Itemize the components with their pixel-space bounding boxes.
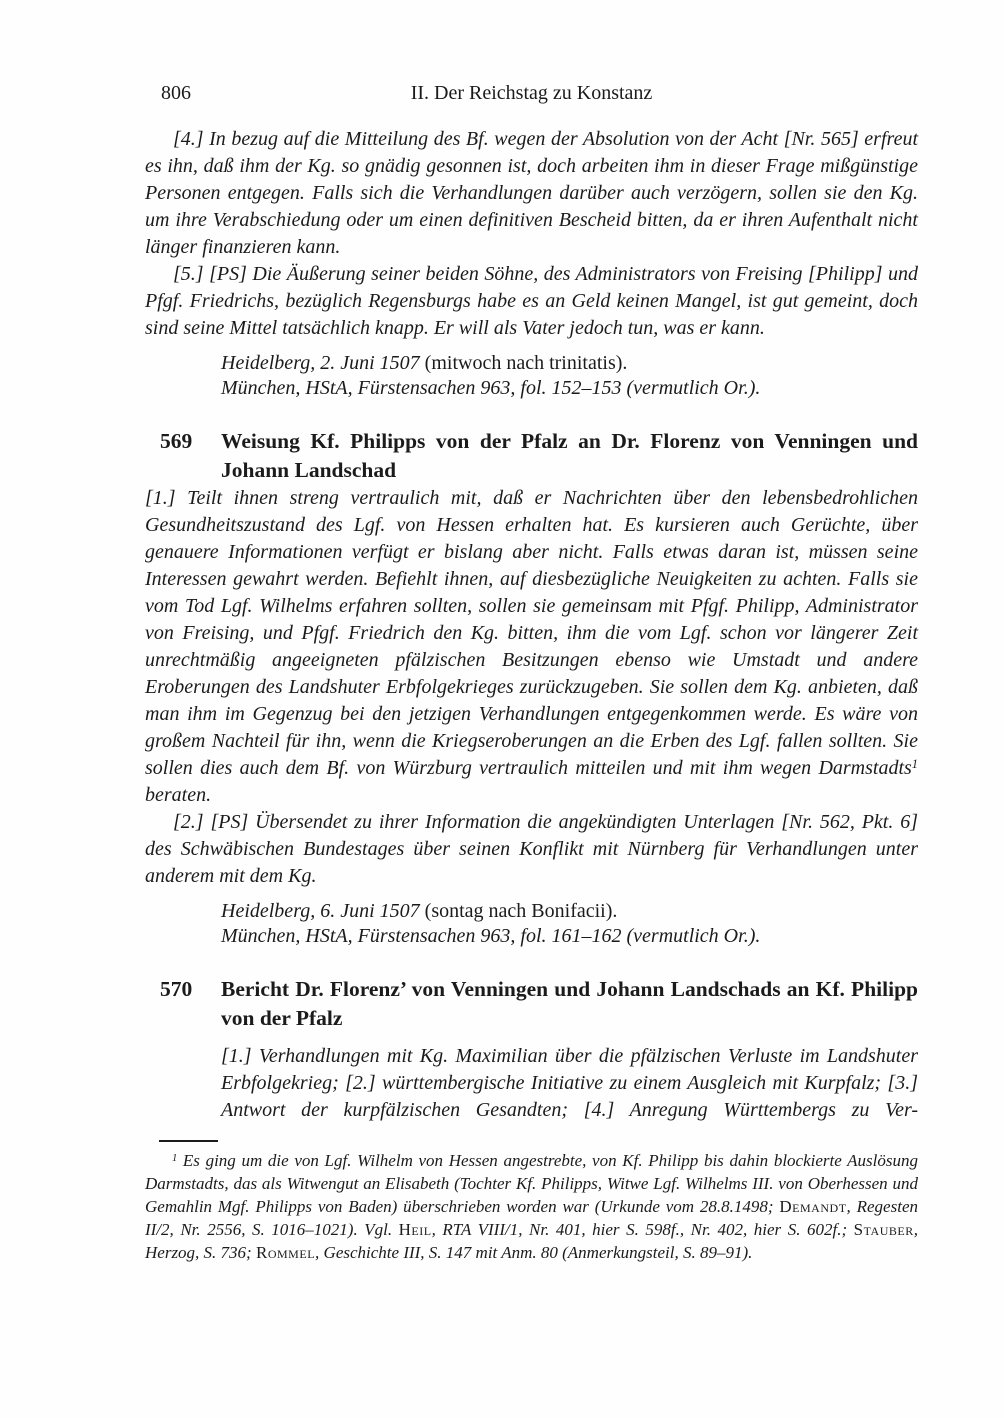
entry-570-heading: [145, 975, 918, 1033]
entry-570-abstract: [1.] Verhandlungen mit Kg. Maximilian über die pfälzischen Verluste im Landshuter Erbfolgekrieg; [2.] württembergische Initiative zu einem Ausgleich mit Kurpfalz; [3.] Antwort der kurpfälzischen Gesandten; [4.] Anregung Württembergs zu Ver-: [221, 1045, 918, 1121]
entry-570-number: 570: [160, 977, 193, 1001]
source-block-entry-569: [221, 899, 918, 949]
dateline: [221, 351, 918, 376]
source-block-continued-entry: [221, 351, 918, 401]
entry-569-number: 569: [160, 429, 193, 453]
paragraph-4-summary: [4.] In bezug auf die Mitteilung des Bf. wegen der Absolution von der Acht [Nr. 565] erfreut es ihn, daß ihm der Kg. so gnädig gesonnen ist, doch arbeiten ihm in dieser Frage mißgünstige Personen entgegen. Falls sich die Verhandlungen darüber auch verzögern, sollen sie den Kg. um ihre Verabschiedung oder um einen definitiven Bescheid bitten, da er ihren Aufenthalt nicht länger finanzieren kann.: [145, 128, 918, 258]
author-name-stauber: Stauber: [853, 1220, 914, 1239]
dateline-calendar-note: (sontag nach Bonifacii).: [419, 900, 618, 922]
dateline: [221, 899, 918, 924]
footnote-text: , Geschichte III, S. 147 mit Anm. 80 (Anmerkungsteil, S. 89–91).: [315, 1243, 753, 1262]
dateline-place-date: Heidelberg, 2. Juni 1507: [221, 352, 420, 374]
footnote-text: , RTA VIII/1, Nr. 401, hier S. 598f., Nr. 402, hier S. 602f.;: [431, 1220, 854, 1239]
paragraph-text: [1.] Teilt ihnen streng vertraulich mit, daß er Nachrichten über den lebensbedrohlichen Gesundheitszustand des Lgf. von Hessen erhalten hat. Es kursieren auch Gerüchte, über genauere Informationen verfügt er bislang aber nicht. Falls etwas daran ist, müssen seine Interessen gewahrt werden. Befiehlt ihnen, auf diesbezügliche Neuigkeiten zu achten. Falls sie vom Tod Lgf. Wilhelms erfahren sollten, sollen sie gemeinsam mit Pfgf. Philipp, Administrator von Freising, und Pfgf. Friedrich den Kg. bitten, ihm die vom Lgf. schon vor längerer Zeit unrechtmäßig angeeigneten pfälzischen Besitzungen ebenso wie Umstadt und andere Eroberungen des Landshuter Erbfolgekrieges zurückzugeben. Sie sollen dem Kg. anbieten, daß man ihm im Gegenzug bei den jetzigen Verhandlungen entgegenkommen werde. Es wäre von großem Nachteil für ihn, wenn die Kriegseroberungen an die Erben des Lgf. fallen sollten. Sie sollen dies auch dem Bf. von Würzburg vertraulich mitteilen und mit ihm wegen Darmstadts: [145, 487, 918, 779]
footnote-1-marker: 1: [172, 1153, 178, 1165]
entry-569-paragraph-1: [145, 485, 918, 809]
page-number: 806: [161, 82, 191, 104]
footnote-text: , Herzog, S. 736;: [145, 1220, 918, 1262]
running-title: II. Der Reichstag zu Konstanz: [410, 82, 653, 104]
footnote-text: , Regesten II/2, Nr. 2556, S. 1016–1021). Vgl.: [145, 1197, 918, 1239]
author-name-heil: Heil: [398, 1220, 432, 1239]
archive-source: München, HStA, Fürstensachen 963, fol. 152–153 (vermutlich Or.).: [221, 377, 761, 399]
paragraph-5-summary: [5.] [PS] Die Äußerung seiner beiden Söhne, des Administrators von Freising [Philipp] und Pfgf. Friedrichs, bezüglich Regensburgs habe es an Geld keinen Mangel, ist gut gemeint, doch sind seine Mittel tatsächlich knapp. Er will als Vater jedoch tun, was er kann.: [145, 263, 918, 339]
footnote-reference-1: 1: [911, 757, 918, 772]
author-name-rommel: Rommel: [255, 1243, 316, 1262]
entry-569-heading: [145, 427, 918, 485]
entry-570-title: Bericht Dr. Florenz’ von Venningen und Johann Landschads an Kf. Philipp von der Pfalz: [221, 977, 918, 1030]
dateline-place-date: Heidelberg, 6. Juni 1507: [221, 900, 420, 922]
footnote-1: [145, 1149, 918, 1264]
paragraph-text-after-reference: beraten.: [145, 784, 212, 806]
entry-569-paragraph-2: [2.] [PS] Übersendet zu ihrer Information die angekündigten Unterlagen [Nr. 562, Pkt. 6] des Schwäbischen Bundestages über seinen Konflikt mit Nürnberg für Verhandlungen unter anderem mit dem Kg.: [145, 811, 918, 887]
footnote-separator-rule: [159, 1140, 218, 1142]
running-header: [145, 80, 918, 106]
entry-569-title: Weisung Kf. Philipps von der Pfalz an Dr. Florenz von Venningen und Johann Landschad: [221, 429, 918, 482]
archive-source: München, HStA, Fürstensachen 963, fol. 161–162 (vermutlich Or.).: [221, 925, 761, 947]
dateline-calendar-note: (mitwoch nach trinitatis).: [419, 352, 628, 374]
footnote-text: Es ging um die von Lgf. Wilhelm von Hessen angestrebte, von Kf. Philipp bis dahin blockierte Auslösung Darmstadts, das als Witwengut an Elisabeth (Tochter Kf. Philipps, Witwe Lgf. Wilhelms III. von Oberhessen und Gemahlin Mgf. Philipps von Baden) überschrieben worden war (Urkunde vom 28.8.1498;: [145, 1151, 918, 1216]
author-name-demandt: Demandt: [779, 1197, 847, 1216]
